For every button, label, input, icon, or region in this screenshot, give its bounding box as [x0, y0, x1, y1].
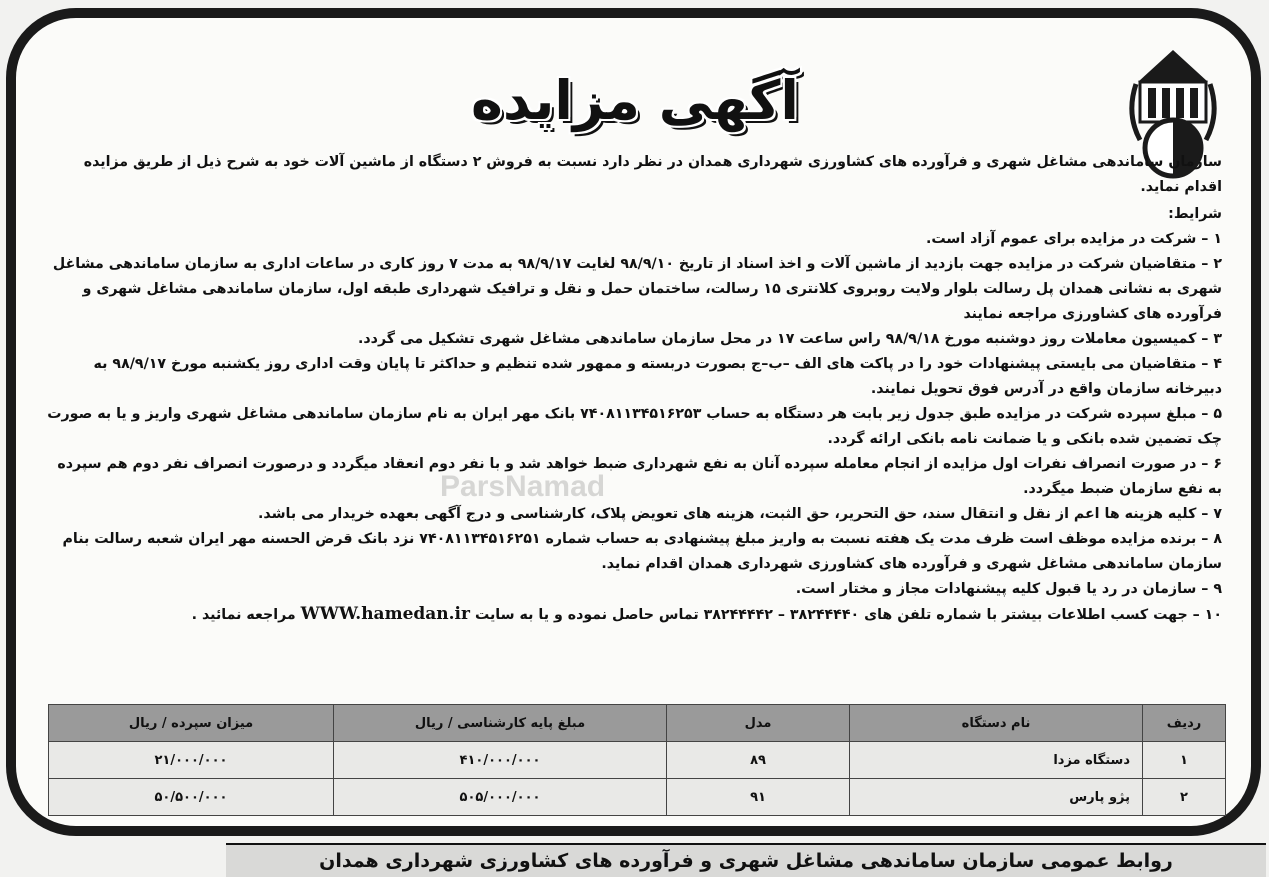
col-header-deposit: میزان سپرده / ریال: [49, 705, 334, 742]
condition-6: ۶ – در صورت انصراف نفرات اول مزایده از انجام معامله سپرده آنان به نفع شهرداری ضبط خواهد شد و با نفر دوم انعقاد میگردد و درصورت انصراف نفر دوم هم سپرده به نفع سازمان ضبط میگردد.: [57, 456, 1222, 497]
cell-model: ۸۹: [667, 742, 850, 779]
table-row: [49, 779, 1226, 816]
cell-base-price: ۵۰۵/۰۰۰/۰۰۰: [334, 779, 667, 816]
condition-7: ۷ – کلیه هزینه ها اعم از نقل و انتقال سند، حق التحریر، حق الثبت، هزینه های تعویض پلاک، کارشناسی و درج آگهی بعهده خریدار می باشد.: [258, 506, 1222, 522]
condition-1: ۱ – شرکت در مزایده برای عموم آزاد است.: [925, 231, 1222, 247]
condition-5: ۵ – مبلغ سپرده شرکت در مزایده طبق جدول زیر بابت هر دستگاه به حساب ۷۴۰۸۱۱۳۴۵۱۶۲۵۳ بانک مهر ایران به نام سازمان ساماندهی مشاغل شهری واریز و یا به صورت چک تضمین شده بانکی و یا ضمانت نامه بانکی ارائه گردد.: [47, 406, 1222, 447]
condition-10-suffix: مراجعه نمائید .: [191, 607, 296, 623]
website-link[interactable]: WWW.hamedan.ir: [300, 604, 470, 624]
col-header-base-price: مبلغ پایه کارشناسی / ریال: [334, 705, 667, 742]
intro-paragraph: سازمان ساماندهی مشاغل شهری و فرآورده های کشاورزی شهرداری همدان در نظر دارد نسبت به فروش ۲ دستگاه از ماشین آلات خود به شرح ذیل از طریق مزایده اقدام نماید.: [83, 154, 1222, 195]
notice-title: آگهی مزایده: [471, 69, 799, 132]
condition-8: ۸ – برنده مزایده موظف است ظرف مدت یک هفته نسبت به واریز مبلغ پیشنهادی به حساب شماره ۷۴۰۸۱۱۳۴۵۱۶۲۵۱ نزد بانک قرض الحسنه مهر ایران شعبه رسالت بنام سازمان ساماندهی مشاغل شهری و فرآورده های کشاورزی شهرداری همدان اقدام نماید.: [62, 531, 1222, 572]
condition-10-text: ۱۰ – جهت کسب اطلاعات بیشتر با شماره تلفن های ۳۸۲۴۴۴۴۰ – ۳۸۲۴۴۴۴۲ تماس حاصل نموده و یا به سایت: [474, 607, 1222, 623]
table-header-row: [49, 705, 1226, 742]
condition-4: ۴ – متقاضیان می بایستی پیشنهادات خود را در پاکت های الف –ب–ج بصورت دربسته و ممهور شده تنظیم و حداکثر تا پایان وقت اداری روز یکشنبه مورخ ۹۸/۹/۱۷ به دبیرخانه سازمان واقع در آدرس فوق تحویل نمایند.: [93, 356, 1222, 397]
watermark: ParsNamad: [440, 470, 606, 503]
auction-table: [48, 704, 1226, 816]
footer-banner: روابط عمومی سازمان ساماندهی مشاغل شهری و فرآورده های کشاورزی شهرداری همدان: [226, 843, 1266, 877]
cell-row-number: ۱: [1143, 742, 1226, 779]
col-header-model: مدل: [667, 705, 850, 742]
col-header-row-number: ردیف: [1143, 705, 1226, 742]
conditions-heading: شرایط:: [1168, 206, 1222, 222]
table-row: [49, 742, 1226, 779]
cell-device-name: دستگاه مزدا: [850, 742, 1143, 779]
condition-2: ۲ – متقاضیان شرکت در مزایده جهت بازدید از ماشین آلات و اخذ اسناد از تاریخ ۹۸/۹/۱۰ لغایت ۹۸/۹/۱۷ به مدت ۷ روز کاری در ساعات اداری به سازمان ساماندهی مشاغل شهری به نشانی همدان پل رسالت بلوار ولایت روبروی کلانتری ۱۵ رسالت، ساختمان حمل و نقل و ترافیک شهرداری طبقه اول، سازمان ساماندهی مشاغل شهری و فرآورده های کشاورزی مراجعه نمایند: [52, 256, 1222, 322]
col-header-device-name: نام دستگاه: [850, 705, 1143, 742]
notice-body: [44, 150, 1222, 628]
condition-10: [44, 602, 1222, 628]
condition-9: ۹ – سازمان در رد یا قبول کلیه پیشنهادات مجاز و مختار است.: [795, 581, 1222, 597]
condition-3: ۳ – کمیسیون معاملات روز دوشنبه مورخ ۹۸/۹/۱۸ راس ساعت ۱۷ در محل سازمان ساماندهی مشاغل شهری تشکیل می گردد.: [358, 331, 1222, 347]
cell-row-number: ۲: [1143, 779, 1226, 816]
cell-model: ۹۱: [667, 779, 850, 816]
cell-deposit: ۵۰/۵۰۰/۰۰۰: [49, 779, 334, 816]
cell-base-price: ۴۱۰/۰۰۰/۰۰۰: [334, 742, 667, 779]
cell-deposit: ۲۱/۰۰۰/۰۰۰: [49, 742, 334, 779]
cell-device-name: پژو پارس: [850, 779, 1143, 816]
